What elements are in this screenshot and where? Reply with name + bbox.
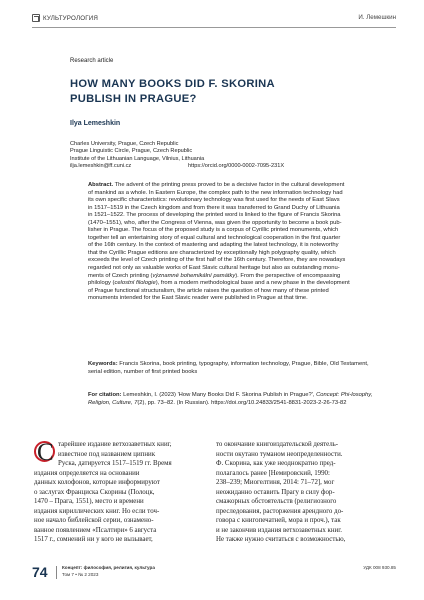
body-line: смажорных обстоятельств (религиозного <box>216 498 337 505</box>
body-column-left <box>34 440 206 545</box>
section-icon <box>32 14 40 22</box>
abstract-line: ments of Czech printing (významné bohemikální památky). From the perspective of encompassing <box>88 272 341 279</box>
citation: For citation: Lemeshkin, I. (2023) 'How Many Books Did F. Skorina Publish in Prague?', Concept: Phi-losophy, Religion, Culture, 7(2), pp. 73–82. (In Russian). https://doi.org/10.24833/2541-8831-2023-2-26-73-82 <box>88 392 373 406</box>
abstract-line: (1470–1551), who, after the Congress of Vienna, was given the opportunity to become a book pub- <box>88 219 342 226</box>
keywords <box>88 361 376 376</box>
journal-issue: Том 7 • № 2 2023 <box>62 572 99 577</box>
author-name: Ilya Lemeshkin <box>70 120 121 127</box>
abstract-line: together tell an entertaining story of equal cultural and technological cooperation in the first quarter <box>88 234 341 241</box>
body-line: тарейшее издание ветхозаветных книг, <box>58 441 172 448</box>
body-line: говора с книгопечатней, мора и проч.), так <box>216 517 341 524</box>
abstract-line: in 1517–1519 in the Czech kingdom and from there it was transferred to Grand Duchy of Lithuania <box>88 204 340 211</box>
abstract-line: of the 16th century. In the context of mastering and adapting the latest technology, it is noteworthy <box>88 242 339 249</box>
philology-term: celostní filologie <box>114 280 156 287</box>
body-line: полагалось ранее [Немировский, 1990: <box>216 469 330 477</box>
abstract-line: of mankind as a whole. In Eastern Europe, the complex path to the new information technology had <box>88 189 343 196</box>
orcid-link[interactable]: https://orcid.org/0000-0002-7095-231X <box>188 163 285 170</box>
abstract-label: Abstract. <box>88 182 114 188</box>
body-line: ванное появлением «Псалтири» 6 августа <box>34 526 157 534</box>
page-number: 74 <box>32 564 48 580</box>
udc-code: УДК 008 930.85 <box>363 565 396 570</box>
czech-term: významné bohemikální památky <box>152 272 236 279</box>
abstract <box>88 182 376 303</box>
journal-title: Концепт: философия, религия, культура <box>62 565 155 570</box>
title-line-2: PUBLISH IN PRAGUE? <box>70 92 197 105</box>
header-author: И. Лемешкин <box>358 14 396 21</box>
affiliation-line: Prague Linguistic Circle, Prague, Czech Republic <box>70 148 193 155</box>
body-line: Не также нужно считаться с возможностью, <box>216 536 346 543</box>
body-line: о заслугах Франциска Скорины (Полоцк, <box>34 488 155 496</box>
body-line: неожиданно оставить Прагу в силу фор- <box>216 488 335 496</box>
page-footer <box>32 562 396 584</box>
keywords-label: Keywords: <box>88 361 118 367</box>
abstract-line: in 1521–1522. The process of developing the printed word is linked to the figure of Francis Skorina <box>88 212 341 219</box>
abstract-line: lisher in Prague. The focus of the proposed study is a corpus of Cyrillic printed monuments, which <box>88 227 339 234</box>
title-line-1: HOW MANY BOOKS DID F. SKORINA <box>70 78 275 90</box>
body-line: известное под названием ципник <box>58 450 156 458</box>
body-line: преследования, расторжения арендного до- <box>216 507 344 515</box>
footer-divider <box>56 566 57 579</box>
body-line: издания определяется на основании <box>34 469 140 477</box>
running-header <box>32 12 396 28</box>
abstract-line: Abstract. The advent of the printing press proved to be a decisive factor in the cultural development <box>88 182 345 188</box>
abstract-line: exceeds the level of Czech printing of the first half of the 16th century. Therefore, they are nowadays <box>88 257 346 264</box>
header-section <box>32 14 98 22</box>
abstract-line: of Prague functional structuralism, the article raises the question of how many of these printed <box>88 287 329 294</box>
affiliation-line: Charles University, Prague, Czech Republic <box>70 141 179 147</box>
author-email[interactable]: ilja.lemeshkin@ff.cuni.cz <box>70 163 132 170</box>
abstract-line: monuments intended for the East Slavic reader were published in Prague at that time. <box>88 295 308 302</box>
abstract-line: its own specific characteristics: revolutionary technology was first used for the needs of East Slavs <box>88 197 340 204</box>
abstract-line: regarded not only as valuable works of East Slavic cultural heritage but also as outstanding monu- <box>88 265 340 272</box>
abstract-line: that the Cyrillic Prague editions are characterized by exceptionally high polygraphy quality, which <box>88 249 336 256</box>
body-line: то окончание книгоиздательской деятель- <box>216 441 339 448</box>
keywords-text: Francis Skorina, book printing, typography, information technology, Prague, Bible, Old Testament, serial edition, number of first printed books <box>88 361 369 375</box>
body-line: издания кириллических книг. Но если точ- <box>34 507 160 515</box>
citation-label: For citation: <box>88 392 122 398</box>
header-section-label: КУЛЬТУРОЛОГИЯ <box>43 14 99 22</box>
body-line: Ф. Скорина, как уже неоднократно пред- <box>216 460 336 467</box>
affiliations <box>70 141 370 171</box>
body-line: 1517 г., сомнений ни у кого не вызывает, <box>34 536 153 543</box>
article-title <box>70 77 370 106</box>
abstract-line: philology (celostní filologie), from a modern methodological base and a new phase in the development <box>88 280 350 287</box>
body-line: ное начало библейской серии, ознамено- <box>34 517 154 524</box>
body-line: данных колофонов, которые информируют <box>34 479 160 486</box>
contact-line <box>70 163 370 170</box>
body-column-right <box>216 440 388 545</box>
article-type: Research article <box>70 58 114 64</box>
drop-cap-letter: С <box>37 439 54 466</box>
body-line: 1470 – Прага, 1551), место и времени <box>34 498 144 505</box>
body-line: и не закончив издания ветхозаветных книг. <box>216 526 342 534</box>
affiliation-line: Institute of the Lithuanian Language, Vilnius, Lithuania <box>70 155 205 162</box>
body-line: 238–239; Миогелтиня, 2014: 71–72], мог <box>216 479 335 486</box>
body-line: Руска, датируется 1517–1519 гг. Время <box>58 460 172 467</box>
body-line: ности окутано туманом неопределенности. <box>216 450 343 458</box>
